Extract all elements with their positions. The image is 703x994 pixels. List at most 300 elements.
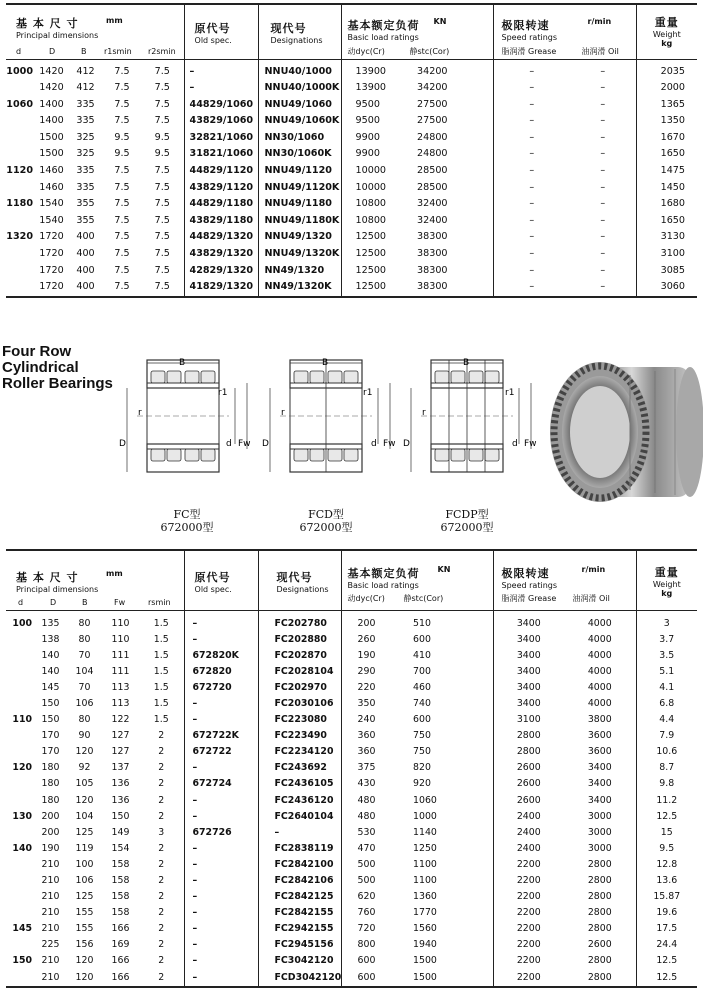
table-cell: 80 — [78, 617, 91, 629]
table-cell: 4.4 — [636, 712, 697, 728]
table-cell: 7.5 — [154, 198, 170, 210]
table-cell: 1770 — [413, 907, 437, 919]
table-cell: 190 — [41, 842, 60, 854]
table-cell — [6, 776, 34, 792]
table-cell: 400 — [76, 231, 95, 243]
table-cell: 2800 — [493, 744, 564, 760]
label-r: r — [422, 408, 426, 418]
table-cell: 166 — [111, 971, 130, 983]
section-title-line: Roller Bearings — [2, 375, 113, 392]
table-cell: 210 — [41, 971, 60, 983]
table-cell: 210 — [41, 858, 60, 870]
table-cell: – — [493, 146, 570, 163]
label-D: D — [119, 439, 126, 449]
table-cell — [6, 728, 34, 744]
table-cell: 17.5 — [636, 921, 697, 937]
table-cell: 740 — [413, 697, 431, 709]
table-cell: 32400 — [417, 214, 448, 226]
table-cell: 150 — [111, 810, 130, 822]
table-cell: 7.5 — [114, 65, 130, 77]
table-cell: 480 — [341, 809, 401, 825]
table-cell: 1540 — [39, 198, 64, 210]
load-unit: KN — [437, 565, 451, 574]
table-cell: NNU49/1320K — [258, 246, 341, 263]
speed-grease: 脂润滑 Grease — [501, 594, 557, 603]
sub-r2smin: r2smin — [148, 47, 176, 56]
table-cell: NN30/1060K — [258, 146, 341, 163]
table-cell: 12.8 — [636, 857, 697, 873]
table-cell: 7.5 — [154, 165, 170, 177]
table-cell: NNU49/1060K — [258, 113, 341, 130]
table-cell: 400 — [76, 248, 95, 260]
label-B: B — [463, 358, 470, 368]
table-cell: 1000 — [6, 65, 33, 77]
table-cell — [6, 937, 34, 953]
table-cell: 2 — [158, 746, 165, 758]
table-cell — [6, 263, 35, 280]
table-cell: – — [600, 148, 606, 160]
table-cell: 1650 — [636, 146, 697, 163]
table-cell: 672720 — [184, 680, 258, 696]
table-cell: 7.5 — [114, 82, 130, 94]
table-cell: 1680 — [636, 196, 697, 213]
dims-cn-label: 基 本 尺 寸 — [16, 17, 79, 30]
table-cell: 32400 — [417, 198, 448, 210]
table-cell: 1720 — [39, 264, 64, 276]
table-cell: 600 — [341, 970, 401, 987]
table-cell: 2 — [158, 955, 165, 967]
table-cell: 1.5 — [153, 714, 169, 726]
sub-r1smin: r1smin — [104, 47, 132, 56]
table-cell: 180 — [41, 762, 60, 774]
table-cell: 15.87 — [636, 889, 697, 905]
speed-oil: 油润滑 Oil — [581, 47, 619, 56]
table-cell: 150 — [12, 955, 32, 967]
table-cell — [6, 664, 34, 680]
table-cell — [6, 113, 35, 130]
table-cell: 400 — [76, 264, 95, 276]
table-cell: 2 — [158, 762, 165, 774]
table-cell: – — [600, 131, 606, 143]
table-cell: 4000 — [587, 633, 612, 645]
table-row — [6, 921, 697, 937]
table-cell: – — [184, 937, 258, 953]
table-cell: FC2842100 — [258, 857, 341, 873]
label-r1: r1 — [218, 388, 228, 398]
table-cell: 169 — [111, 939, 130, 951]
speed-cn: 极限转速 — [501, 567, 550, 580]
table-cell: 70 — [78, 681, 91, 693]
label-Fw: Fw — [383, 439, 396, 449]
table-cell: – — [493, 279, 570, 297]
table-cell — [6, 213, 35, 230]
table-cell: 4000 — [587, 697, 612, 709]
table-row — [6, 712, 697, 728]
table-row — [6, 937, 697, 953]
table-cell: 7.5 — [154, 115, 170, 127]
table-cell: 3.7 — [636, 632, 697, 648]
table-cell: 2800 — [587, 907, 612, 919]
table-cell: 10.6 — [636, 744, 697, 760]
table-cell: 7.5 — [114, 281, 130, 293]
table-cell: 3.5 — [636, 648, 697, 664]
table-cell: 7.9 — [636, 728, 697, 744]
table-row — [6, 632, 697, 648]
table-cell: 1650 — [636, 213, 697, 230]
mm-unit: mm — [106, 16, 123, 25]
table-cell: NN49/1320K — [258, 279, 341, 297]
table-cell: 210 — [41, 923, 60, 935]
bottom-bearing-table — [6, 549, 697, 988]
table-cell: FC2842106 — [258, 873, 341, 889]
table-cell: 7.5 — [114, 198, 130, 210]
table-cell: 158 — [111, 907, 130, 919]
table-cell: 145 — [12, 923, 32, 935]
table-row — [6, 760, 697, 776]
table-cell: NNU40/1000 — [258, 64, 341, 81]
table-cell: 7.5 — [114, 181, 130, 193]
sub-rsmin: rsmin — [148, 598, 171, 607]
table-cell: 12.5 — [636, 970, 697, 987]
sub-B: B — [81, 47, 87, 56]
table-cell: 158 — [111, 858, 130, 870]
table-cell: 15 — [636, 825, 697, 841]
caption-line: 672000型 — [299, 521, 353, 534]
load-en: Basic load ratings — [347, 581, 419, 590]
caption-line: FCD型 — [308, 508, 344, 521]
sub-d: d — [16, 47, 22, 56]
speed-unit: r/min — [581, 565, 606, 574]
caption-line: 672000型 — [440, 521, 494, 534]
label-d: d — [226, 439, 232, 449]
load-unit: KN — [433, 17, 447, 26]
table-cell: 9.5 — [154, 131, 170, 143]
table-cell: FC2436105 — [258, 776, 341, 792]
table-cell: 140 — [41, 665, 60, 677]
table-cell: 7.5 — [114, 98, 130, 110]
speed-unit: r/min — [587, 17, 612, 26]
table-row — [6, 776, 697, 792]
table-row — [6, 825, 697, 841]
table-row — [6, 696, 697, 712]
table-cell: 1180 — [6, 198, 33, 210]
table-cell: – — [184, 793, 258, 809]
table-cell: 1400 — [39, 115, 64, 127]
bottom-table-body — [6, 616, 697, 987]
table-cell: 700 — [413, 665, 431, 677]
table-cell: 335 — [76, 181, 95, 193]
table-cell: 9.5 — [636, 841, 697, 857]
table-cell: 125 — [75, 891, 94, 903]
table-row — [6, 64, 697, 81]
table-cell: – — [493, 97, 570, 114]
table-cell: FC202970 — [258, 680, 341, 696]
table-cell: 2 — [158, 891, 165, 903]
table-cell: 150 — [41, 697, 60, 709]
table-cell: 150 — [41, 714, 60, 726]
table-cell: 720 — [341, 921, 401, 937]
table-cell: – — [184, 809, 258, 825]
table-cell: 44829/1320 — [184, 229, 258, 246]
table-cell: 3800 — [587, 714, 612, 726]
table-cell: 672722 — [184, 744, 258, 760]
table-cell: – — [600, 231, 606, 243]
table-cell: 8.7 — [636, 760, 697, 776]
table-cell: 43829/1060 — [184, 113, 258, 130]
table-cell: 9900 — [341, 130, 405, 147]
table-cell: – — [493, 246, 570, 263]
dims-en-label: Principal dimensions — [16, 585, 99, 594]
table-cell: 137 — [111, 762, 130, 774]
weight-cn: 重量 — [654, 16, 679, 29]
table-cell: – — [600, 82, 606, 94]
table-cell: 1140 — [413, 826, 437, 838]
table-cell: 2800 — [587, 971, 612, 983]
table-cell: 1475 — [636, 163, 697, 180]
table-cell: 672722K — [184, 728, 258, 744]
table-cell: 7.5 — [114, 214, 130, 226]
table-cell: – — [184, 970, 258, 987]
table-cell — [6, 146, 35, 163]
table-cell: 27500 — [417, 115, 448, 127]
table-cell: – — [184, 953, 258, 969]
table-cell — [6, 873, 34, 889]
label-D: D — [262, 439, 269, 449]
table-cell: 158 — [111, 875, 130, 886]
table-cell: 3000 — [587, 810, 612, 822]
table-cell: 3100 — [636, 246, 697, 263]
table-cell: FC2234120 — [258, 744, 341, 760]
table-cell — [6, 889, 34, 905]
table-row — [6, 680, 697, 696]
table-cell: 2800 — [587, 923, 612, 935]
load-static: 静stc(Cor) — [409, 47, 450, 56]
table-cell: 12.5 — [636, 809, 697, 825]
load-static: 静stc(Cor) — [403, 594, 444, 603]
table-cell: FC2842125 — [258, 889, 341, 905]
dims-cn-label: 基 本 尺 寸 — [16, 571, 79, 584]
sub-D: D — [49, 47, 56, 56]
table-cell: 430 — [341, 776, 401, 792]
table-cell: 335 — [76, 98, 95, 110]
table-cell: 38300 — [417, 248, 448, 260]
table-cell: 111 — [111, 665, 130, 677]
table-cell: 7.5 — [154, 65, 170, 77]
table-cell — [6, 825, 34, 841]
top-bearing-table — [6, 3, 697, 298]
table-cell: 2 — [158, 810, 165, 822]
table-cell: 13900 — [341, 64, 405, 81]
table-cell: 620 — [341, 889, 401, 905]
table-cell: 325 — [76, 148, 95, 160]
table-cell: 140 — [12, 842, 32, 854]
table-cell: 200 — [341, 616, 401, 632]
table-cell: 1940 — [413, 939, 437, 951]
table-cell: 2 — [158, 778, 165, 790]
table-row — [6, 953, 697, 969]
table-cell: 125 — [75, 826, 94, 838]
table-cell: 12500 — [341, 279, 405, 297]
table-cell: 2 — [158, 842, 165, 854]
table-cell: 6.8 — [636, 696, 697, 712]
table-cell: 3 — [636, 616, 697, 632]
table-cell: 9500 — [341, 97, 405, 114]
table-cell: 2 — [158, 923, 165, 935]
label-B: B — [322, 358, 329, 368]
table-cell: 34200 — [417, 82, 448, 94]
table-cell: 1350 — [636, 113, 697, 130]
table-cell: 106 — [75, 697, 94, 709]
table-cell: 335 — [76, 165, 95, 177]
table-cell: 3060 — [636, 279, 697, 297]
sub-D: D — [50, 598, 57, 607]
table-cell: 19.6 — [636, 905, 697, 921]
table-row — [6, 80, 697, 97]
table-cell: FC2945156 — [258, 937, 341, 953]
table-cell: 2200 — [493, 921, 564, 937]
table-cell: 350 — [341, 696, 401, 712]
table-row — [6, 728, 697, 744]
load-cn: 基本额定负荷 — [347, 567, 420, 580]
table-cell: 3400 — [493, 648, 564, 664]
table-cell: 120 — [75, 955, 94, 967]
table-cell: 2 — [158, 907, 165, 919]
table-row — [6, 873, 697, 889]
table-row — [6, 809, 697, 825]
table-cell: 119 — [75, 842, 94, 854]
top-table-header — [6, 4, 697, 60]
table-cell: 10000 — [341, 180, 405, 197]
caption-fcd — [291, 508, 361, 534]
table-cell: 130 — [12, 810, 32, 822]
table-cell: NNU49/1120 — [258, 163, 341, 180]
table-cell: FC223080 — [258, 712, 341, 728]
table-cell: 2400 — [493, 825, 564, 841]
table-cell: 1.5 — [153, 681, 169, 693]
table-cell: 170 — [41, 746, 60, 758]
table-cell: 166 — [111, 923, 130, 935]
table-cell: 1120 — [6, 165, 33, 177]
table-cell: 12.5 — [636, 953, 697, 969]
table-cell: 1250 — [413, 842, 437, 854]
table-cell: 38300 — [417, 264, 448, 276]
table-cell: 106 — [75, 875, 94, 886]
table-cell: 10800 — [341, 213, 405, 230]
table-cell: 7.5 — [154, 214, 170, 226]
table-cell: 38300 — [417, 231, 448, 243]
table-cell: FC2838119 — [258, 841, 341, 857]
table-cell: 2200 — [493, 970, 564, 987]
table-cell: 2 — [158, 939, 165, 951]
table-cell: 210 — [41, 955, 60, 967]
table-cell: 2200 — [493, 857, 564, 873]
table-cell: 156 — [75, 939, 94, 951]
table-cell: 2 — [158, 858, 165, 870]
table-cell: FC2640104 — [258, 809, 341, 825]
table-cell: FC202780 — [258, 616, 341, 632]
table-cell — [6, 857, 34, 873]
table-row — [6, 841, 697, 857]
table-cell: 2000 — [636, 80, 697, 97]
table-cell: 500 — [341, 857, 401, 873]
table-cell: – — [184, 760, 258, 776]
table-cell: 750 — [413, 746, 431, 758]
table-cell: 1100 — [413, 875, 437, 886]
table-cell: 4.1 — [636, 680, 697, 696]
table-row — [6, 229, 697, 246]
label-Fw: Fw — [238, 439, 251, 449]
table-cell: 2035 — [636, 64, 697, 81]
table-cell: 1450 — [636, 180, 697, 197]
designation-en: Designations — [270, 36, 323, 45]
table-cell: 120 — [75, 746, 94, 758]
table-cell — [6, 80, 35, 97]
table-cell: NN49/1320 — [258, 263, 341, 280]
table-cell: 3400 — [587, 762, 612, 774]
table-cell — [6, 180, 35, 197]
table-row — [6, 793, 697, 809]
table-cell: 7.5 — [154, 248, 170, 260]
table-cell: 7.5 — [154, 181, 170, 193]
table-cell: 31821/1060 — [184, 146, 258, 163]
table-cell: 1500 — [413, 955, 437, 967]
table-cell: 155 — [75, 923, 94, 935]
table-cell: – — [184, 696, 258, 712]
mm-unit: mm — [106, 569, 123, 578]
table-cell: 2600 — [587, 939, 612, 951]
table-cell: 127 — [111, 730, 130, 742]
table-cell: 43829/1120 — [184, 180, 258, 197]
table-cell: 3400 — [587, 778, 612, 790]
table-cell: 3400 — [587, 794, 612, 806]
table-cell — [6, 279, 35, 297]
table-cell: – — [600, 198, 606, 210]
table-cell: 1720 — [39, 281, 64, 293]
table-cell: 1670 — [636, 130, 697, 147]
table-cell: 12500 — [341, 229, 405, 246]
table-cell: 1060 — [413, 794, 437, 806]
table-cell — [6, 246, 35, 263]
table-cell: – — [493, 64, 570, 81]
table-cell: 120 — [75, 971, 94, 983]
table-cell: – — [493, 130, 570, 147]
table-row — [6, 857, 697, 873]
table-cell — [6, 130, 35, 147]
table-cell: 9.5 — [114, 131, 130, 143]
table-cell — [6, 905, 34, 921]
table-cell: 90 — [78, 730, 91, 742]
table-cell: 360 — [341, 744, 401, 760]
table-cell: 12500 — [341, 263, 405, 280]
table-cell: FC223490 — [258, 728, 341, 744]
table-cell: 10000 — [341, 163, 405, 180]
table-cell: 9900 — [341, 146, 405, 163]
speed-oil: 油润滑 Oil — [572, 594, 610, 603]
table-cell: 460 — [413, 681, 431, 693]
table-cell: 672726 — [184, 825, 258, 841]
table-cell: 1540 — [39, 214, 64, 226]
table-cell: 127 — [111, 746, 130, 758]
table-cell — [6, 970, 34, 987]
weight-unit: kg — [661, 39, 673, 48]
table-cell: 43829/1320 — [184, 246, 258, 263]
table-cell: 24800 — [417, 131, 448, 143]
table-cell: 1500 — [413, 971, 437, 983]
table-cell: 13900 — [341, 80, 405, 97]
table-cell: 100 — [12, 617, 32, 629]
bottom-table-header — [6, 550, 697, 611]
table-cell: 7.5 — [154, 82, 170, 94]
